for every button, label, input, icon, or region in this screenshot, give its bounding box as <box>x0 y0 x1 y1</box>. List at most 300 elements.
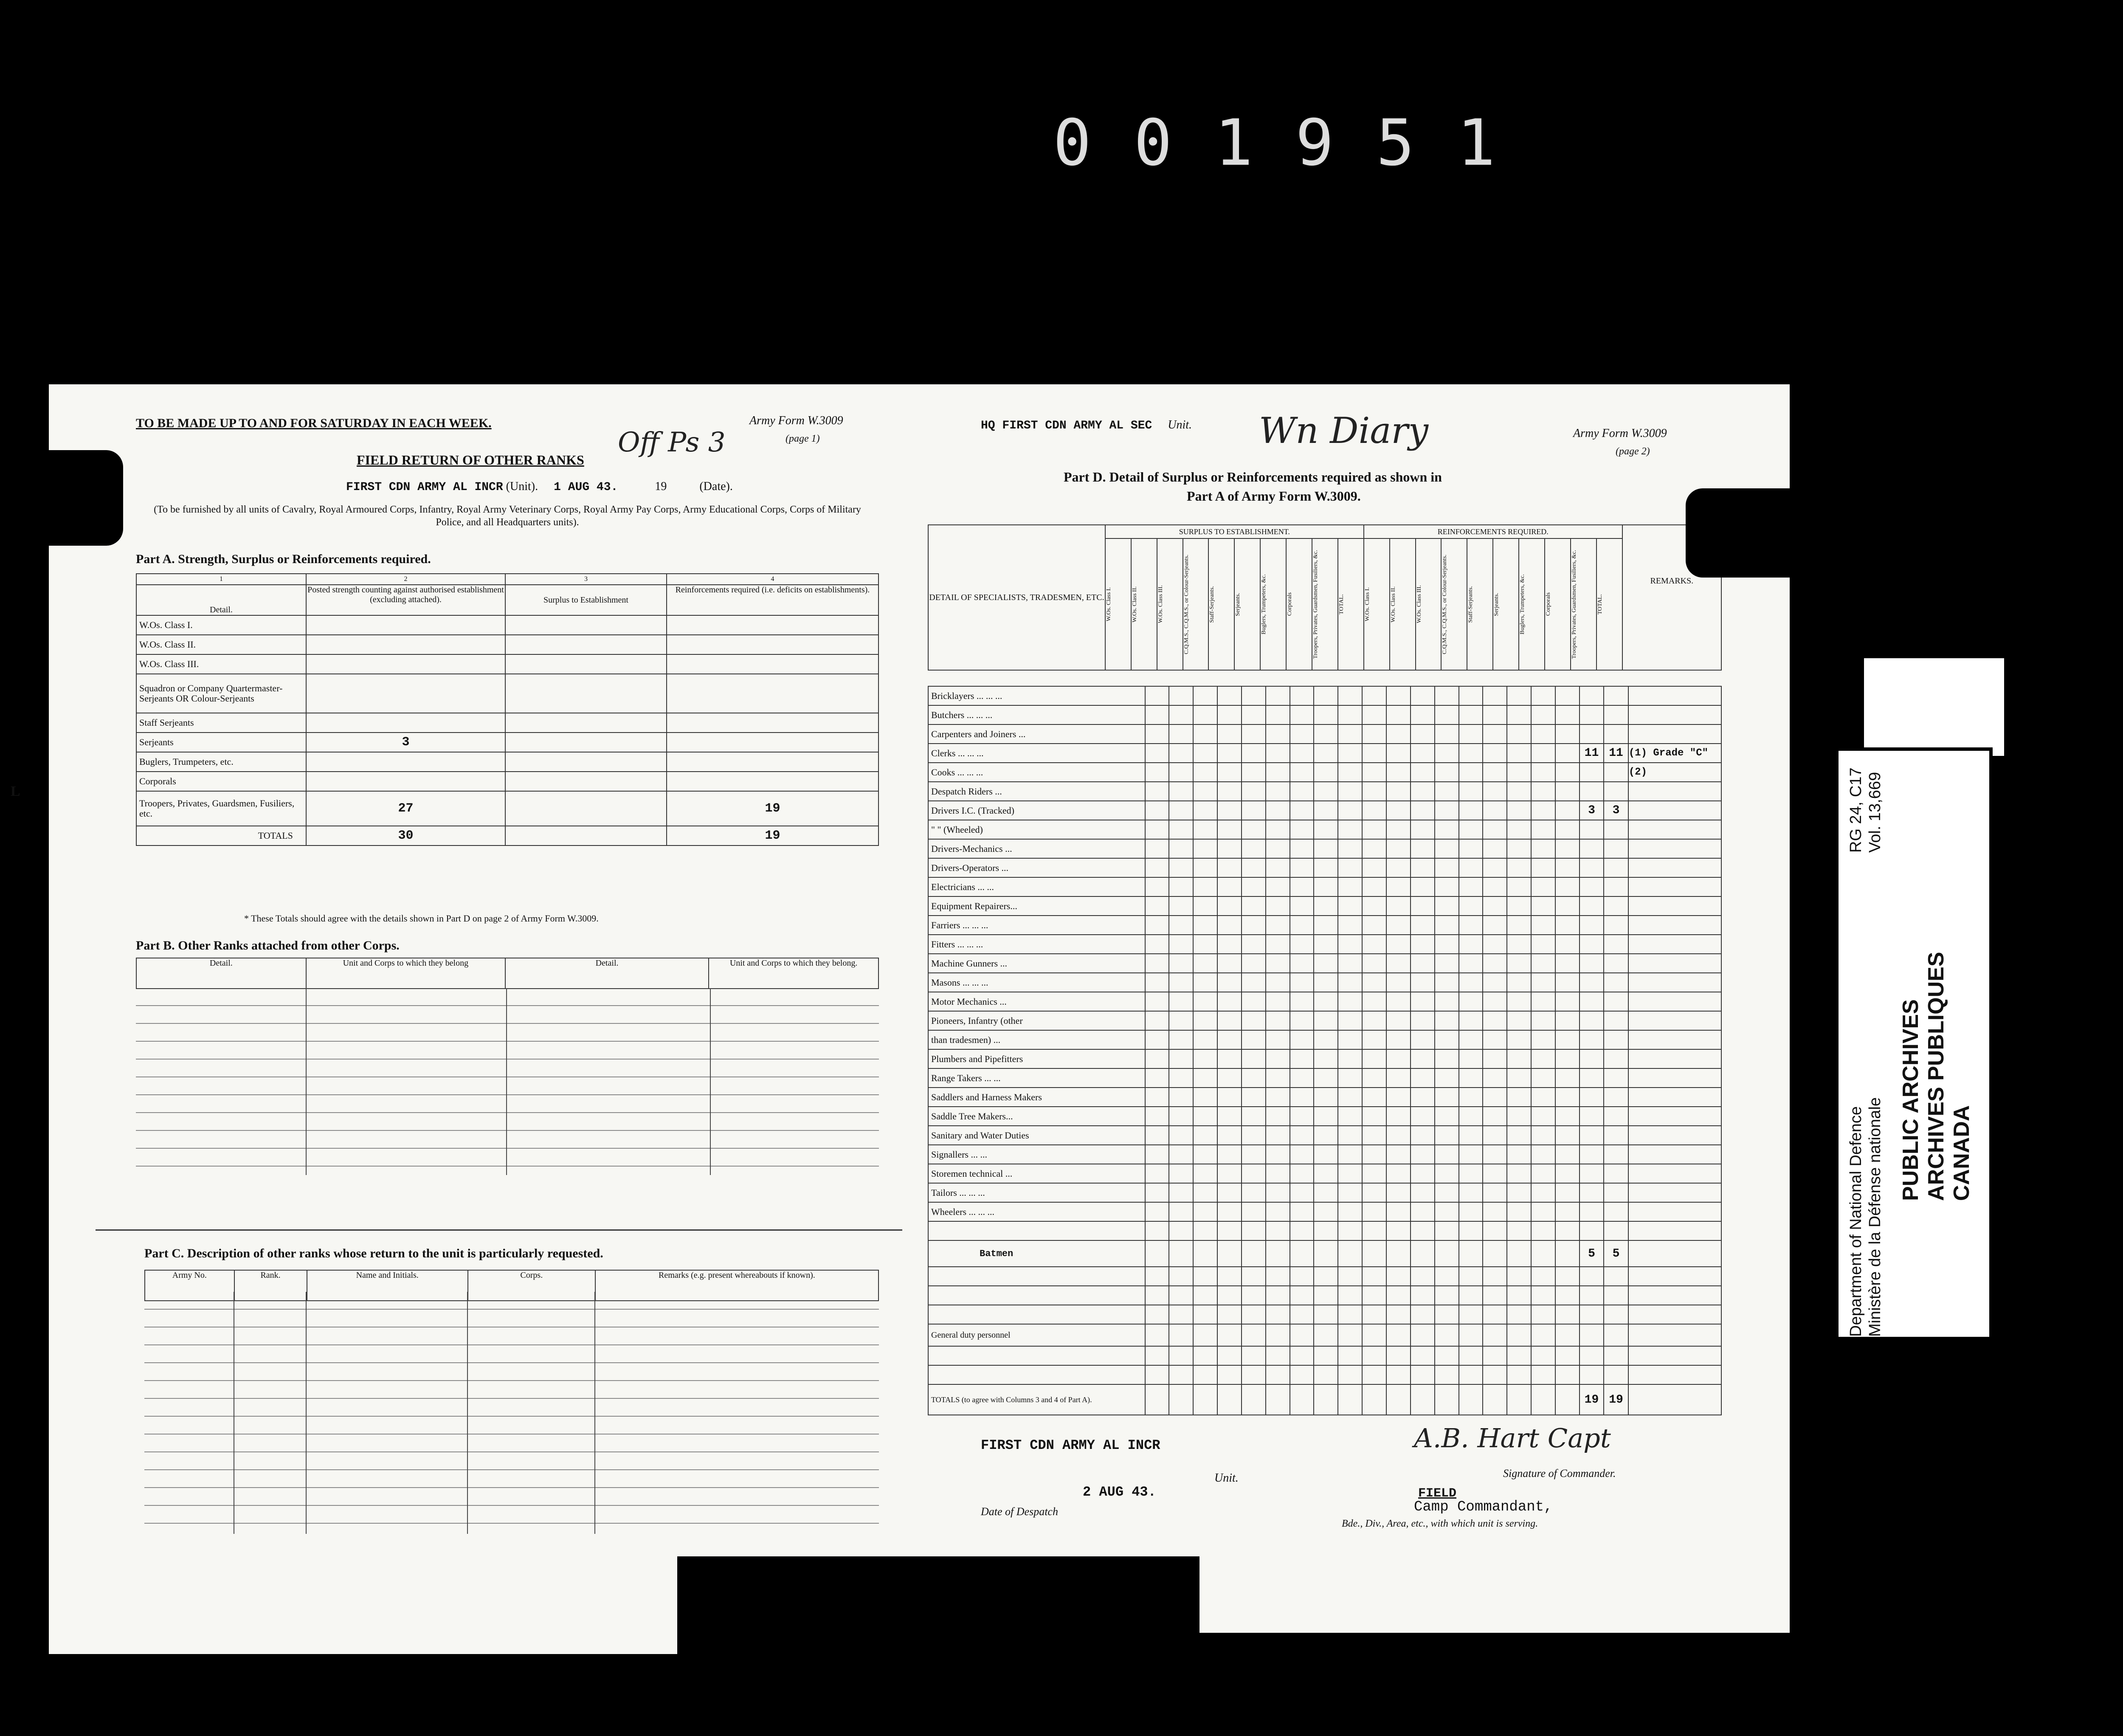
grid-cell <box>1290 1030 1314 1049</box>
grid-cell <box>1217 1384 1242 1415</box>
grid-cell <box>1386 1286 1411 1305</box>
grid-cell <box>1266 896 1290 916</box>
remark-cell <box>1628 1202 1721 1221</box>
grid-cell <box>1290 858 1314 877</box>
trade-label: Equipment Repairers... <box>928 896 1145 916</box>
header-remarks: Remarks (e.g. present whereabouts if known). <box>595 1270 878 1301</box>
grid-cell <box>1314 1365 1338 1384</box>
grid-cell <box>1362 973 1386 992</box>
table-row <box>928 820 1721 839</box>
grid-cell <box>1435 1267 1459 1286</box>
grid-cell <box>1531 1030 1555 1049</box>
grid-cell <box>1555 1145 1580 1164</box>
grid-cell <box>1386 1365 1411 1384</box>
trade-label: Plumbers and Pipefitters <box>928 1049 1145 1068</box>
grid-cell <box>1411 1286 1435 1305</box>
grid-cell <box>1193 1202 1217 1221</box>
grid-cell <box>1266 1164 1290 1183</box>
reinf-total-cell: 19 <box>1604 1384 1628 1415</box>
grid-cell <box>1555 1126 1580 1145</box>
grid-cell <box>1242 1068 1266 1088</box>
grid-cell <box>1338 1107 1362 1126</box>
grid-cell <box>1435 1107 1459 1126</box>
grid-cell <box>1145 1365 1169 1384</box>
grid-cell <box>1314 839 1338 858</box>
grid-cell <box>1362 992 1386 1011</box>
grid-cell <box>1217 954 1242 973</box>
grid-cell <box>1459 1365 1483 1384</box>
grid-cell <box>1555 954 1580 973</box>
part-b-title: Part B. Other Ranks attached from other Corps. <box>136 938 400 953</box>
remark-cell <box>1628 839 1721 858</box>
grid-cell <box>1338 1346 1362 1365</box>
grid-cell <box>1314 1183 1338 1202</box>
grid-cell <box>1217 973 1242 992</box>
row-strength: 27 <box>306 791 505 826</box>
col-header: Troopers, Privates, Guardsmen, Fusiliers, &c. <box>1312 550 1319 659</box>
grid-cell <box>1411 782 1435 801</box>
reinf-total-cell <box>1604 877 1628 896</box>
grid-cell <box>1338 705 1362 724</box>
grid-cell <box>1169 973 1193 992</box>
grid-cell <box>1145 1145 1169 1164</box>
table-row <box>928 839 1721 858</box>
archive-ref-2: Vol. 13,669 <box>1866 772 1884 853</box>
grid-cell <box>1555 1384 1580 1415</box>
grid-cell <box>1362 1164 1386 1183</box>
trade-label <box>928 1346 1145 1365</box>
grid-cell <box>1217 724 1242 744</box>
grid-cell <box>1435 916 1459 935</box>
part-a-footnote: * These Totals should agree with the details shown in Part D on page 2 of Army Form W.3009. <box>244 913 599 924</box>
grid-cell <box>1411 820 1435 839</box>
grid-cell <box>1290 686 1314 705</box>
grid-cell <box>1266 1346 1290 1365</box>
header-surplus-group: SURPLUS TO ESTABLISHMENT. <box>1105 525 1364 538</box>
grid-cell <box>1411 801 1435 820</box>
grid-cell <box>1314 1126 1338 1145</box>
grid-cell <box>1217 1164 1242 1183</box>
row-strength <box>306 615 505 635</box>
grid-cell <box>1483 1030 1507 1049</box>
part-b-rows <box>136 988 879 1175</box>
grid-cell <box>1531 877 1555 896</box>
reinf-total-cell <box>1604 1030 1628 1049</box>
grid-cell <box>1435 1324 1459 1346</box>
row-surplus <box>505 635 667 654</box>
grid-cell <box>1604 1286 1628 1305</box>
grid-cell <box>1362 935 1386 954</box>
grid-cell <box>1555 686 1580 705</box>
grid-cell <box>1338 973 1362 992</box>
grid-cell <box>1507 820 1531 839</box>
grid-cell <box>1266 1324 1290 1346</box>
grid-cell <box>1217 992 1242 1011</box>
trade-label: Motor Mechanics ... <box>928 992 1145 1011</box>
grid-cell <box>1507 1164 1531 1183</box>
grid-cell <box>1386 1088 1411 1107</box>
grid-cell <box>1217 763 1242 782</box>
grid-cell <box>1459 1068 1483 1088</box>
date-value: 1 AUG 43. <box>554 481 618 494</box>
grid-cell <box>1314 1384 1338 1415</box>
grid-cell <box>1507 1068 1531 1088</box>
remark-cell <box>1628 801 1721 820</box>
col-header: Troopers, Privates, Guardsmen, Fusiliers, &c. <box>1571 550 1577 659</box>
grid-cell <box>1145 1126 1169 1145</box>
row-detail: Staff Serjeants <box>136 713 306 733</box>
grid-cell <box>1242 1305 1266 1324</box>
grid-cell <box>1483 1068 1507 1088</box>
grid-cell <box>1362 916 1386 935</box>
grid-cell <box>1338 782 1362 801</box>
row-strength <box>306 752 505 772</box>
row-reinf <box>667 772 878 791</box>
grid-cell <box>1483 724 1507 744</box>
totals-reinf: 19 <box>667 826 878 845</box>
grid-cell <box>1145 705 1169 724</box>
grid-cell <box>1531 858 1555 877</box>
trade-label: Fitters ... ... ... <box>928 935 1145 954</box>
trade-label: TOTALS (to agree with Columns 3 and 4 of Part A). <box>928 1384 1145 1415</box>
unit-date-line <box>346 480 733 494</box>
grid-cell <box>1483 1011 1507 1030</box>
grid-cell <box>1145 896 1169 916</box>
grid-cell <box>1555 916 1580 935</box>
unit-value: HQ FIRST CDN ARMY AL SEC <box>981 419 1152 432</box>
grid-cell <box>1411 1267 1435 1286</box>
reinf-total-cell <box>1604 763 1628 782</box>
grid-cell <box>1242 1126 1266 1145</box>
header-reinf-group: REINFORCEMENTS REQUIRED. <box>1364 525 1622 538</box>
grid-cell <box>1435 877 1459 896</box>
table-row <box>928 724 1721 744</box>
grid-cell <box>1217 858 1242 877</box>
grid-cell <box>1145 839 1169 858</box>
grid-cell <box>1362 1068 1386 1088</box>
remark-cell <box>1628 877 1721 896</box>
grid-cell <box>1242 1107 1266 1126</box>
grid-cell <box>1435 1202 1459 1221</box>
grid-cell <box>1435 820 1459 839</box>
grid-cell <box>1290 724 1314 744</box>
grid-cell <box>1338 992 1362 1011</box>
grid-cell <box>1169 954 1193 973</box>
grid-cell <box>1290 1088 1314 1107</box>
totals-row <box>928 1384 1721 1415</box>
grid-cell <box>1459 1346 1483 1365</box>
grid-cell <box>1531 686 1555 705</box>
trade-label: Tailors ... ... ... <box>928 1183 1145 1202</box>
grid-cell <box>1531 1221 1555 1240</box>
grid-cell <box>1435 686 1459 705</box>
trade-label <box>928 1286 1145 1305</box>
grid-cell <box>1507 992 1531 1011</box>
grid-cell <box>1338 1384 1362 1415</box>
field-stamp: FIELD <box>1418 1486 1457 1501</box>
grid-cell <box>1242 935 1266 954</box>
table-row <box>928 705 1721 724</box>
grid-cell <box>1314 820 1338 839</box>
grid-cell <box>1555 1011 1580 1030</box>
grid-cell <box>1531 1107 1555 1126</box>
grid-cell <box>1362 1202 1386 1221</box>
despatch-date: 2 AUG 43. <box>1083 1484 1156 1500</box>
grid-cell <box>1411 1164 1435 1183</box>
grid-cell <box>1145 1286 1169 1305</box>
scanner-tab <box>49 450 123 546</box>
grid-cell <box>1145 1305 1169 1324</box>
grid-cell <box>1507 1346 1531 1365</box>
grid-cell <box>1193 1145 1217 1164</box>
grid-cell <box>1217 1221 1242 1240</box>
grid-cell <box>1169 705 1193 724</box>
grid-cell <box>1169 916 1193 935</box>
table-row <box>928 1068 1721 1088</box>
grid-cell <box>1362 1240 1386 1267</box>
grid-cell <box>1411 1011 1435 1030</box>
grid-cell <box>1435 1305 1459 1324</box>
reinf-total-cell <box>1604 1145 1628 1164</box>
grid-cell <box>1507 1183 1531 1202</box>
table-row <box>928 1049 1721 1068</box>
grid-cell <box>1507 782 1531 801</box>
remark-cell <box>1628 1324 1721 1346</box>
grid-cell <box>1193 1164 1217 1183</box>
grid-cell <box>1145 916 1169 935</box>
grid-cell <box>1459 954 1483 973</box>
grid-cell <box>1242 1267 1266 1286</box>
grid-cell <box>1338 839 1362 858</box>
grid-cell <box>1242 1145 1266 1164</box>
reinf-troopers-cell <box>1580 1202 1604 1221</box>
grid-cell <box>1483 896 1507 916</box>
header-army-no: Army No. <box>145 1270 234 1301</box>
grid-cell <box>1290 877 1314 896</box>
grid-cell <box>1435 935 1459 954</box>
grid-cell <box>1242 820 1266 839</box>
grid-cell <box>1290 1107 1314 1126</box>
grid-cell <box>1169 1107 1193 1126</box>
grid-cell <box>1531 896 1555 916</box>
grid-cell <box>1555 724 1580 744</box>
grid-cell <box>1459 1183 1483 1202</box>
col-header: Staff-Serjeants. <box>1467 586 1474 623</box>
grid-cell <box>1483 1107 1507 1126</box>
part-a-table <box>136 573 879 846</box>
row-strength <box>306 635 505 654</box>
grid-cell <box>1507 1202 1531 1221</box>
date-label: (Date). <box>699 480 733 493</box>
grid-cell <box>1338 858 1362 877</box>
grid-cell <box>1169 1286 1193 1305</box>
title-prefix: FIELD RETURN <box>357 452 459 468</box>
header-strength: Posted strength counting against authorised establishment (excluding attached). <box>306 585 505 615</box>
grid-cell <box>1362 1011 1386 1030</box>
trade-label <box>928 1221 1145 1240</box>
grid-cell <box>1507 763 1531 782</box>
grid-cell <box>1459 877 1483 896</box>
grid-cell <box>1386 839 1411 858</box>
trade-label: Drivers I.C. (Tracked) <box>928 801 1145 820</box>
grid-cell <box>1555 839 1580 858</box>
grid-cell <box>1580 1346 1604 1365</box>
grid-cell <box>1507 1107 1531 1126</box>
grid-cell <box>1531 1267 1555 1286</box>
grid-cell <box>1531 1384 1555 1415</box>
grid-cell <box>1290 992 1314 1011</box>
grid-cell <box>1145 820 1169 839</box>
row-detail: Serjeants <box>136 733 306 752</box>
grid-cell <box>1531 839 1555 858</box>
grid-cell <box>1266 877 1290 896</box>
remark-cell <box>1628 1011 1721 1030</box>
grid-cell <box>1362 1221 1386 1240</box>
grid-cell <box>1483 877 1507 896</box>
grid-cell <box>1459 1305 1483 1324</box>
grid-cell <box>1531 954 1555 973</box>
grid-cell <box>1145 1068 1169 1088</box>
grid-cell <box>1555 782 1580 801</box>
grid-cell <box>1483 1049 1507 1068</box>
grid-cell <box>1483 992 1507 1011</box>
grid-cell <box>1531 1240 1555 1267</box>
grid-cell <box>1435 1183 1459 1202</box>
grid-cell <box>1338 1126 1362 1145</box>
grid-cell <box>1145 1324 1169 1346</box>
grid-cell <box>1411 744 1435 763</box>
grid-cell <box>1555 1049 1580 1068</box>
grid-cell <box>1242 877 1266 896</box>
grid-cell <box>1217 801 1242 820</box>
grid-cell <box>1145 1384 1169 1415</box>
grid-cell <box>1435 705 1459 724</box>
grid-cell <box>1580 1267 1604 1286</box>
grid-cell <box>1531 1286 1555 1305</box>
grid-cell <box>1266 1240 1290 1267</box>
row-reinf <box>667 615 878 635</box>
remark-cell <box>1628 1365 1721 1384</box>
grid-cell <box>1290 782 1314 801</box>
grid-cell <box>1483 820 1507 839</box>
grid-cell <box>1386 877 1411 896</box>
grid-cell <box>1507 935 1531 954</box>
row-surplus <box>505 654 667 674</box>
trade-label: Drivers-Operators ... <box>928 858 1145 877</box>
grid-cell <box>1266 1049 1290 1068</box>
title-suffix: OF OTHER RANKS <box>462 452 584 468</box>
row-strength <box>306 772 505 791</box>
trade-label: than tradesmen) ... <box>928 1030 1145 1049</box>
grid-cell <box>1290 1011 1314 1030</box>
grid-cell <box>1193 935 1217 954</box>
grid-cell <box>1169 858 1193 877</box>
col-num: 4 <box>667 574 878 585</box>
grid-cell <box>1483 1164 1507 1183</box>
table-row <box>136 752 878 772</box>
bde-label: Bde., Div., Area, etc., with which unit is serving. <box>1342 1518 1538 1529</box>
grid-cell <box>1507 801 1531 820</box>
grid-cell <box>1459 1145 1483 1164</box>
grid-cell <box>1242 724 1266 744</box>
grid-cell <box>1266 1088 1290 1107</box>
grid-cell <box>1435 1049 1459 1068</box>
grid-cell <box>1290 896 1314 916</box>
trade-label: " " (Wheeled) <box>928 820 1145 839</box>
reinf-troopers-cell <box>1580 763 1604 782</box>
grid-cell <box>1169 1240 1193 1267</box>
grid-cell <box>1435 801 1459 820</box>
grid-cell <box>1169 896 1193 916</box>
grid-cell <box>1290 705 1314 724</box>
grid-cell <box>1483 1202 1507 1221</box>
reinf-troopers-cell <box>1580 839 1604 858</box>
army-form-label: Army Form W.3009 <box>1573 427 1667 440</box>
grid-cell <box>1435 839 1459 858</box>
grid-cell <box>1145 724 1169 744</box>
grid-cell <box>1193 877 1217 896</box>
col-header: C.Q.M.S., C.Q.M.S., or Colour-Serjeants. <box>1442 554 1448 654</box>
grid-cell <box>1362 1030 1386 1049</box>
grid-cell <box>1290 763 1314 782</box>
grid-cell <box>1411 896 1435 916</box>
trade-label: Saddlers and Harness Makers <box>928 1088 1145 1107</box>
table-row <box>928 896 1721 916</box>
grid-cell <box>1314 916 1338 935</box>
grid-cell <box>1193 1107 1217 1126</box>
grid-cell <box>1386 1305 1411 1324</box>
grid-cell <box>1242 744 1266 763</box>
grid-cell <box>1531 1011 1555 1030</box>
part-d-title-2: Part A of Army Form W.3009. <box>1187 488 1361 504</box>
grid-cell <box>1411 973 1435 992</box>
grid-cell <box>1507 705 1531 724</box>
grid-cell <box>1531 1365 1555 1384</box>
reinf-troopers-cell <box>1580 705 1604 724</box>
grid-cell <box>1507 973 1531 992</box>
row-detail: Squadron or Company Quartermaster-Serjeants OR Colour-Serjeants <box>136 674 306 713</box>
remark-cell <box>1628 1068 1721 1088</box>
grid-cell <box>1386 1126 1411 1145</box>
grid-cell <box>1435 1030 1459 1049</box>
grid-cell <box>1290 1384 1314 1415</box>
grid-cell <box>1266 1145 1290 1164</box>
grid-cell <box>1266 1107 1290 1126</box>
header-surplus: Surplus to Establishment <box>505 585 667 615</box>
grid-cell <box>1362 744 1386 763</box>
grid-cell <box>1483 1286 1507 1305</box>
grid-cell <box>1193 724 1217 744</box>
grid-cell <box>1193 1183 1217 1202</box>
grid-cell <box>1459 1240 1483 1267</box>
grid-cell <box>1411 954 1435 973</box>
grid-cell <box>1459 839 1483 858</box>
grid-cell <box>1338 1240 1362 1267</box>
table-row <box>928 1346 1721 1365</box>
reinf-total-cell <box>1604 935 1628 954</box>
grid-cell <box>1435 1286 1459 1305</box>
col-header: Buglers, Trumpeters, &c. <box>1261 574 1267 634</box>
grid-cell <box>1290 1068 1314 1088</box>
grid-cell <box>1338 1286 1362 1305</box>
row-strength <box>306 713 505 733</box>
remark-cell <box>1628 1088 1721 1107</box>
grid-cell <box>1362 954 1386 973</box>
grid-cell <box>1459 1267 1483 1286</box>
grid-cell <box>1290 935 1314 954</box>
table-row <box>928 1221 1721 1240</box>
grid-cell <box>1145 1088 1169 1107</box>
